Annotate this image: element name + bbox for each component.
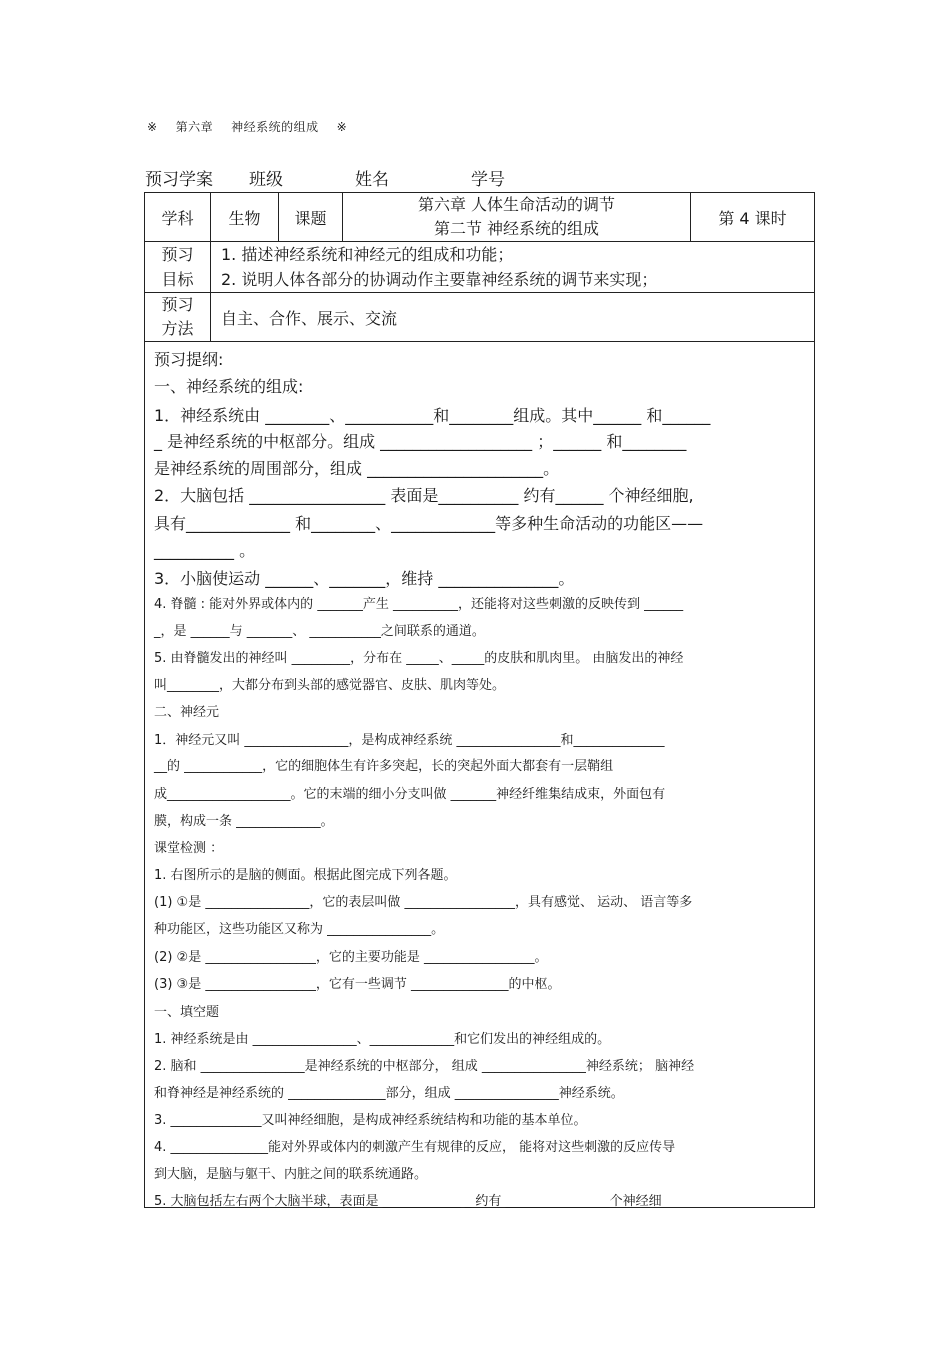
content-line: 一、填空题 xyxy=(154,1005,220,1020)
content-line: 1. 右图所示的是脑的侧面。根据此图完成下列各题。 xyxy=(154,868,457,883)
goal-label xyxy=(145,242,211,293)
class-label: 班级 xyxy=(249,170,283,190)
content-line: 1．神经系统由 ________、___________和________组成。其中______ 和______ xyxy=(154,406,711,425)
content-line: _，是 ______与 _______、 ___________之间联系的通道。 xyxy=(154,624,485,639)
content-line: 是神经系统的周围部分，组成 ______________________。 xyxy=(154,459,560,478)
content-line: 一、神经系统的组成: xyxy=(154,377,304,396)
content-line: 成___________________。它的末端的细小分支叫做 _______神经纤维集结成束，外面包有 xyxy=(154,787,666,802)
mark-left: ※ xyxy=(147,120,158,134)
method-label-2: 方法 xyxy=(161,319,194,338)
content-line: 5. 由脊髓发出的神经叫 _________，分布在 _____、_____的皮肤和肌肉里。 由脑发出的神经 xyxy=(154,651,684,666)
content-line: 2. 脑和 ________________是神经系统的中枢部分， 组成 ________________神经系统； 脑神经 xyxy=(154,1059,695,1074)
content-line: 到大脑，是脑与躯干、内脏之间的联系统通路。 xyxy=(154,1167,428,1182)
goal-list xyxy=(211,242,815,293)
content-line: (2) ②是 _________________，它的主要功能是 _________________。 xyxy=(154,950,548,965)
content-line: 4. _______________能对外界或体内的刺激产生有规律的反应， 能将对这些刺激的反应传导 xyxy=(154,1140,676,1155)
content-line: 具有_____________ 和________、_____________等多种生命活动的功能区—— xyxy=(154,514,704,533)
content-line: 课堂检测 ： xyxy=(154,841,224,856)
content-line: 膜，构成一条 _____________。 xyxy=(154,814,334,829)
goal-label-2: 目标 xyxy=(161,270,194,289)
name-label: 姓名 xyxy=(355,170,389,190)
method-label-1: 预习 xyxy=(161,295,194,314)
content-line: 1. 神经系统是由 ________________、_____________和它们发出的神经组成的。 xyxy=(154,1032,611,1047)
content-line: 种功能区，这些功能区又称为 ________________。 xyxy=(154,922,445,937)
goal-item-1: 1. 描述神经系统和神经元的组成和功能； xyxy=(221,245,514,264)
subject-value: 生物 xyxy=(211,193,279,242)
doc-title-line xyxy=(145,165,505,190)
content-line: 和脊神经是神经系统的 _______________部分，组成 ________________神经系统。 xyxy=(154,1086,624,1101)
topic-value xyxy=(343,193,691,242)
content-line: (3) ③是 _________________，它有一些调节 _______________的中枢。 xyxy=(154,977,561,992)
content-line: 3. ______________又叫神经细胞，是构成神经系统结构和功能的基本单位。 xyxy=(154,1113,587,1128)
content-line: 预习提纲: xyxy=(154,350,224,369)
content-line: 4. 脊髓 : 能对外界或体内的 _______产生 __________，还能将对这些刺激的反映传到 ______ xyxy=(154,597,684,612)
topic-label: 课题 xyxy=(279,193,343,242)
method-value: 自主、合作、展示、交流 xyxy=(211,293,815,342)
goal-label-1: 预习 xyxy=(161,245,194,264)
preview-content-box xyxy=(144,342,815,1208)
topic-label: 神经系统的组成 xyxy=(231,120,319,134)
content-line: 5. 大脑包括左右两个大脑半球，表面是 ____________ _ 约有 ________________个神经细 xyxy=(154,1194,662,1209)
content-line: __的 ____________，它的细胞体生有许多突起，长的突起外面大都套有一层鞘组 xyxy=(154,759,614,774)
chapter-header-note xyxy=(147,118,365,135)
content-line: __________ 。 xyxy=(154,541,256,560)
lesson-info-table xyxy=(144,192,815,342)
doc-title: 预习学案 xyxy=(145,170,213,190)
content-line: 2．大脑包括 _________________ 表面是__________ 约有______ 个神经细胞, xyxy=(154,486,694,505)
content-line: 叫________，大都分布到头部的感觉器官、皮肤、肌肉等处。 xyxy=(154,678,506,693)
content-line: _ 是神经系统的中枢部分。组成 ___________________ ；______ 和________ xyxy=(154,432,687,451)
content-line: 3．小脑使运动 ______、_______，维持 _______________。 xyxy=(154,569,575,588)
lesson-period: 第 4 课时 xyxy=(691,193,815,242)
student-id-label: 学号 xyxy=(471,170,505,190)
topic-line-1: 第六章 人体生命活动的调节 xyxy=(417,195,616,214)
content-line: 1．神经元又叫 ________________，是构成神经系统 ________________和______________ xyxy=(154,733,665,748)
subject-label: 学科 xyxy=(145,193,211,242)
method-label xyxy=(145,293,211,342)
topic-line-2: 第二节 神经系统的组成 xyxy=(433,219,600,238)
mark-right: ※ xyxy=(336,120,348,134)
chapter-label: 第六章 xyxy=(175,120,214,134)
content-line: (1) ①是 ________________，它的表层叫做 _________________，具有感觉、 运动、 语言等多 xyxy=(154,895,693,910)
goal-item-2: 2. 说明人体各部分的协调动作主要靠神经系统的调节来实现； xyxy=(221,270,658,289)
content-line: 二、神经元 xyxy=(154,705,220,720)
